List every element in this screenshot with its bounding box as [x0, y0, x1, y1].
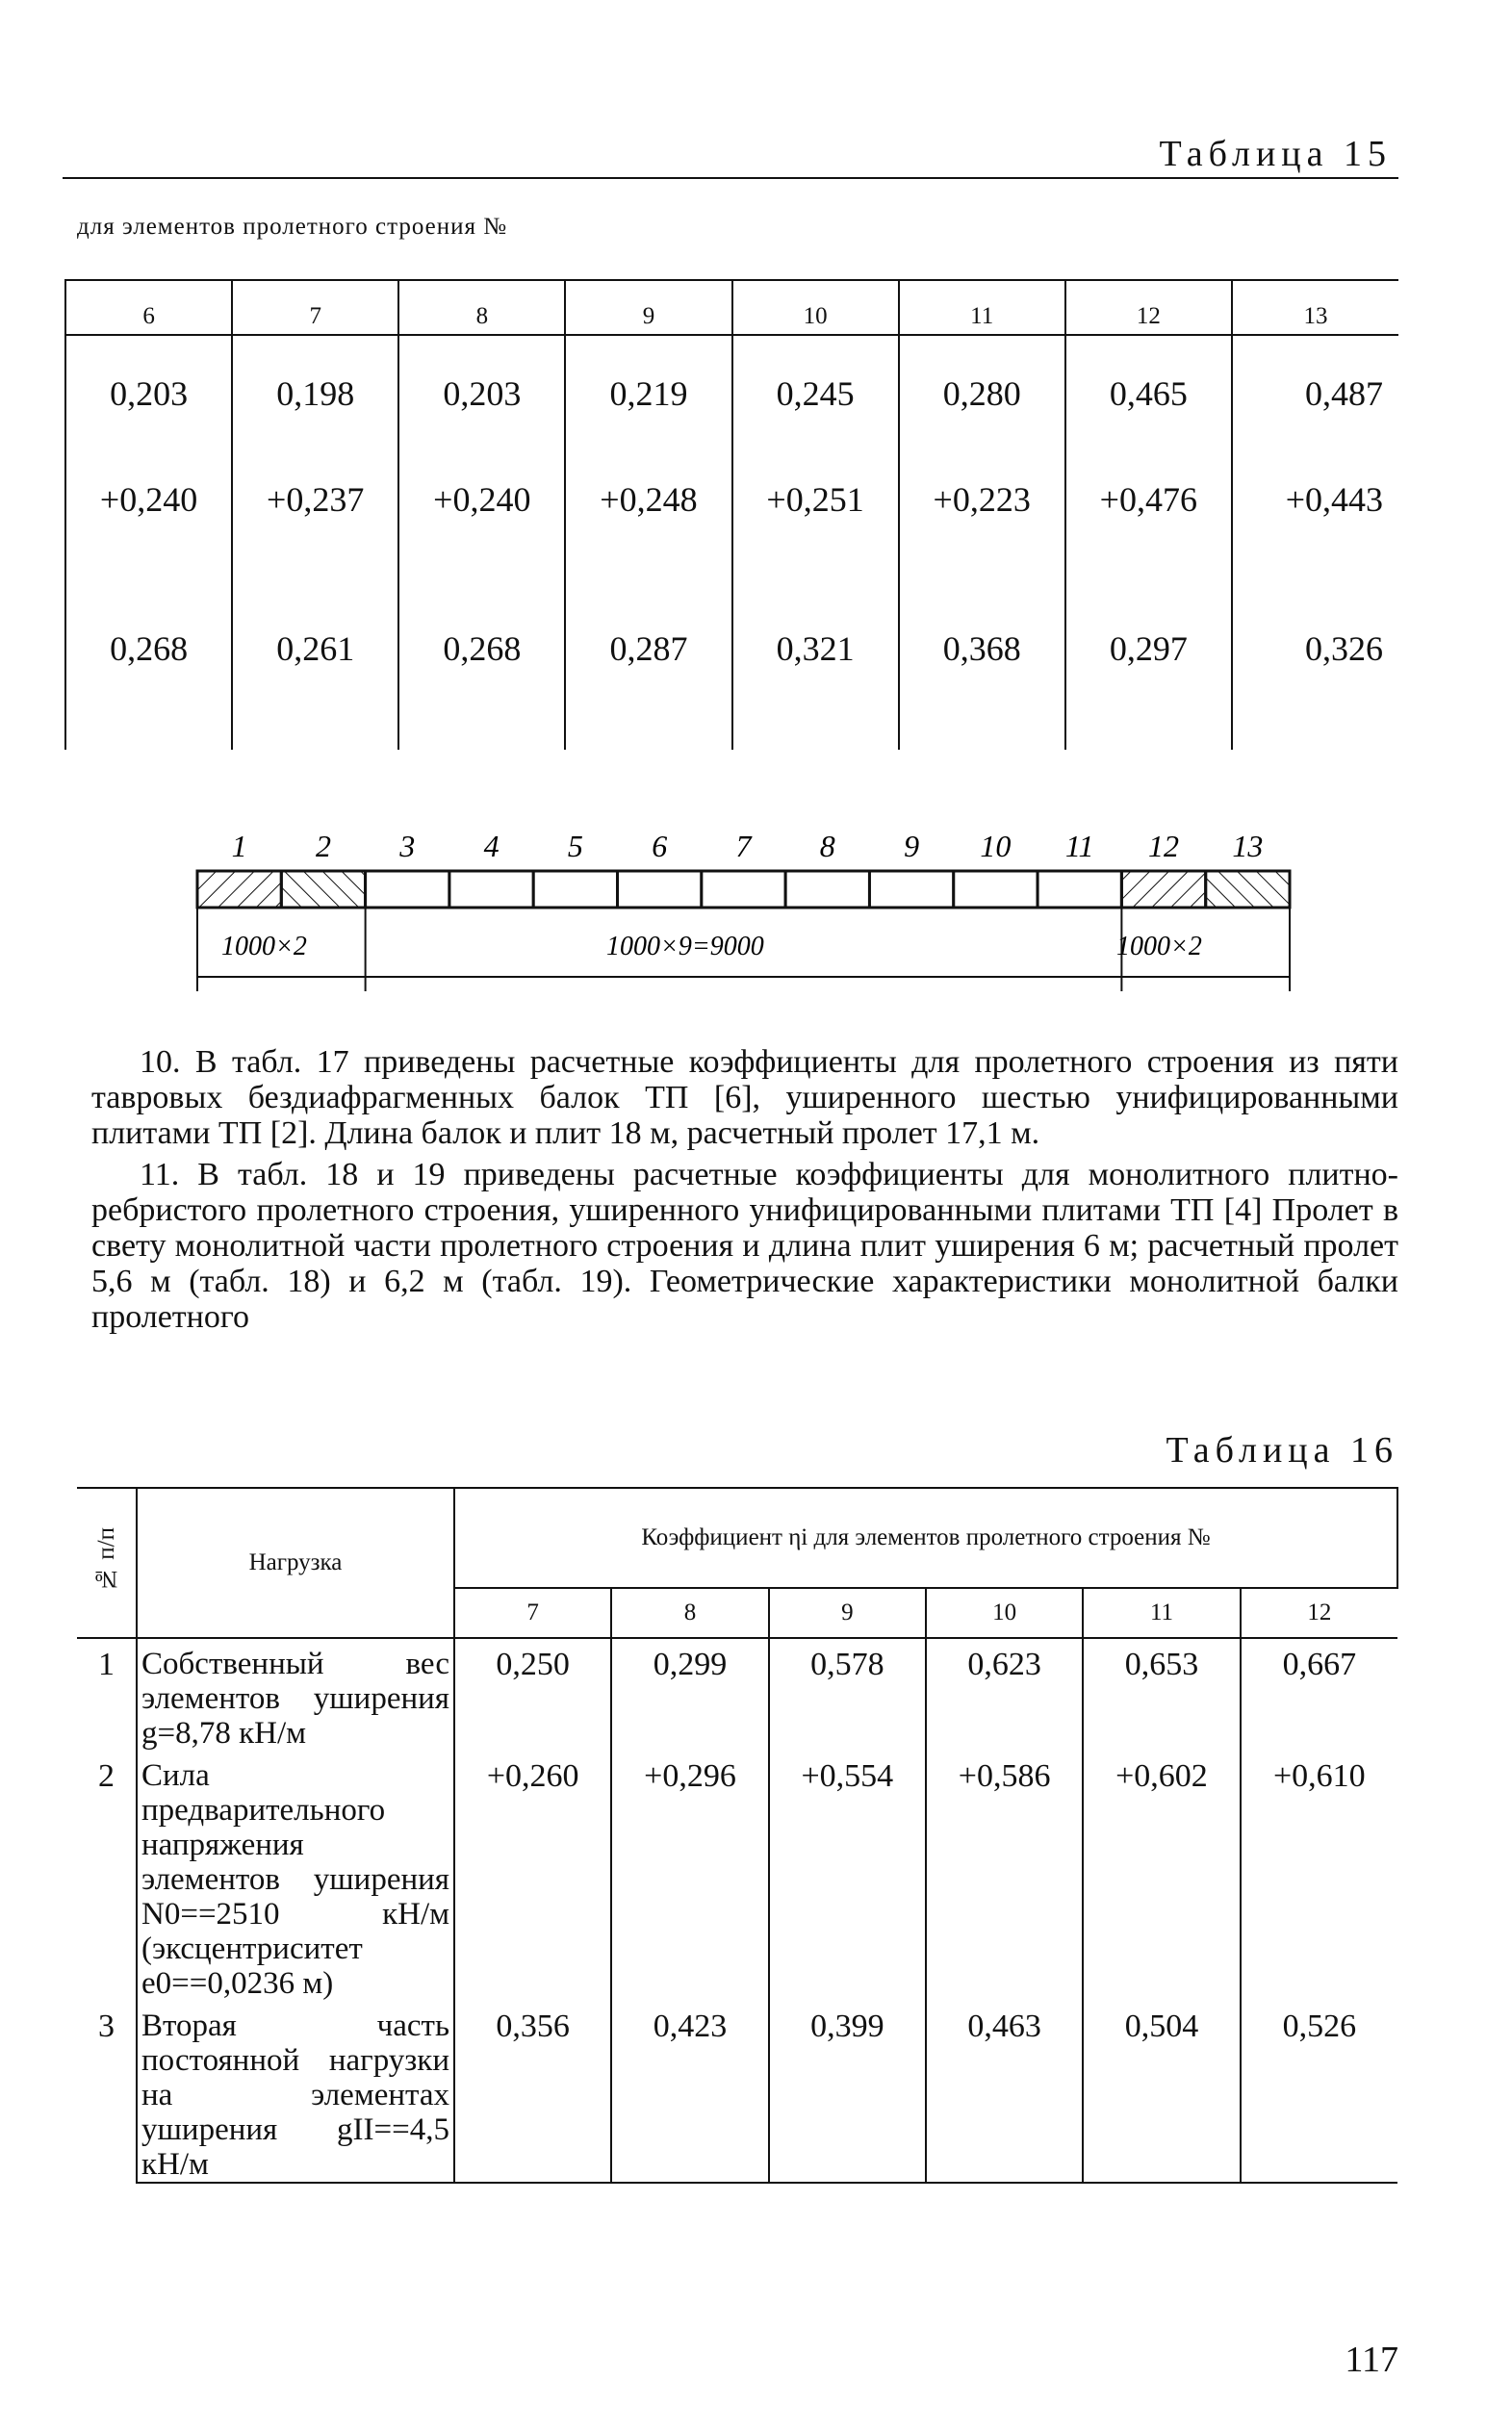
slab	[366, 871, 449, 908]
slab	[197, 871, 281, 908]
table-cell: 0,578	[769, 1638, 926, 1751]
table-cell: 0,667	[1241, 1638, 1397, 1751]
slab	[785, 871, 869, 908]
table-cell: +0,251	[732, 451, 899, 548]
slab-label: 9	[904, 829, 920, 863]
col-header: 7	[454, 1588, 611, 1638]
table-cell: +0,554	[769, 1751, 926, 2001]
slab-label: 2	[315, 829, 331, 863]
slab-labels	[232, 829, 1264, 863]
slab	[702, 871, 785, 908]
table-cell: 0,198	[232, 335, 398, 451]
load-cell: Вторая часть постоянной нагрузки на элементах уширения gII==4,5 кН/м	[137, 2001, 454, 2183]
table-cell: 0,356	[454, 2001, 611, 2183]
table-cell: +0,260	[454, 1751, 611, 2001]
slab-label: 11	[1064, 829, 1094, 863]
top-rule	[63, 177, 1398, 179]
col-header: 12	[1241, 1588, 1397, 1638]
col-header-num	[77, 1488, 137, 1638]
slab-label: 6	[652, 829, 668, 863]
col-header: 8	[398, 280, 565, 335]
table-cell: 0,463	[926, 2001, 1083, 2183]
table-cell: 0,423	[611, 2001, 768, 2183]
slab-label: 5	[567, 829, 583, 863]
table-cell: +0,610	[1241, 1751, 1397, 2001]
table-cell: 0,268	[65, 548, 232, 750]
paragraph-block	[91, 1044, 1398, 1335]
slab-label: 4	[483, 829, 500, 863]
slab	[869, 871, 953, 908]
col-header: 6	[65, 280, 232, 335]
table-cell: 0,623	[926, 1638, 1083, 1751]
row-num: 2	[98, 1758, 115, 1794]
col-header-coef: Коэффициент ηi для элементов пролетного строения №	[454, 1488, 1397, 1588]
table-cell: +0,443	[1232, 451, 1398, 548]
table-cell: 0,297	[1065, 548, 1232, 750]
dim-right-label: 1000×2	[1116, 932, 1202, 961]
table-cell: 0,399	[769, 2001, 926, 2183]
col-header: 10	[926, 1588, 1083, 1638]
table-cell: 0,653	[1083, 1638, 1240, 1751]
col-header: 12	[1065, 280, 1232, 335]
table-cell: 0,287	[565, 548, 731, 750]
slab	[618, 871, 702, 908]
table-cell: +0,240	[65, 451, 232, 548]
slab	[533, 871, 617, 908]
table-row	[77, 2001, 1397, 2183]
table-cell: +0,476	[1065, 451, 1232, 548]
table-cell: 0,504	[1083, 2001, 1240, 2183]
slab-label: 13	[1232, 829, 1264, 863]
table16	[77, 1487, 1398, 2184]
paragraph-10: 10. В табл. 17 приведены расчетные коэффициенты для пролетного строения из пяти тавровых бездиафрагменных балок ТП [6], уширенного шестью унифицированными плитами ТП [2]. Длина балок и плит 18 м, расчетный пролет 17,1 м.	[91, 1044, 1398, 1151]
slab	[449, 871, 533, 908]
table15-title: Таблица 15	[1159, 134, 1392, 174]
table-row	[65, 548, 1398, 750]
col-header: 8	[611, 1588, 768, 1638]
table16-title: Таблица 16	[1166, 1430, 1398, 1471]
col-header-load: Нагрузка	[137, 1488, 454, 1638]
slab	[954, 871, 1038, 908]
table-cell: 0,250	[454, 1638, 611, 1751]
slab-label: 7	[735, 829, 752, 863]
table-cell: 0,268	[398, 548, 565, 750]
table-cell: 0,280	[899, 335, 1065, 451]
slab-label: 1	[231, 829, 247, 863]
table-cell: +0,248	[565, 451, 731, 548]
table-cell: 0,245	[732, 335, 899, 451]
slab-label: 12	[1148, 829, 1180, 863]
table-cell: 0,219	[565, 335, 731, 451]
slab-label: 3	[399, 829, 416, 863]
table-row	[65, 335, 1398, 451]
table-cell: 0,261	[232, 548, 398, 750]
table-cell: +0,240	[398, 451, 565, 548]
slab-label: 8	[819, 829, 835, 863]
load-cell: Сила предварительного напряжения элементов уширения N0==2510 кН/м (эксцентриситет e0==0,0236 м)	[137, 1751, 454, 2001]
table-cell: +0,223	[899, 451, 1065, 548]
dim-left-label: 1000×2	[221, 932, 307, 961]
table-cell: 0,487	[1232, 335, 1398, 451]
table-row	[65, 451, 1398, 548]
table-cell: +0,296	[611, 1751, 768, 2001]
cross-section-diagram	[192, 818, 1299, 1011]
col-header: 13	[1232, 280, 1398, 335]
slab	[1206, 871, 1290, 908]
table15-subtitle: для элементов пролетного строения №	[77, 214, 508, 240]
header-num-label: № п/п	[92, 1527, 119, 1592]
table-cell: 0,526	[1241, 2001, 1397, 2183]
slab-label: 10	[980, 829, 1012, 863]
slab-row	[197, 871, 1290, 908]
row-num: 1	[98, 1647, 115, 1682]
table-cell: 0,465	[1065, 335, 1232, 451]
col-header: 9	[565, 280, 731, 335]
table-cell: +0,586	[926, 1751, 1083, 2001]
table15	[64, 279, 1398, 750]
table-cell: +0,237	[232, 451, 398, 548]
col-header: 11	[899, 280, 1065, 335]
table-cell: 0,321	[732, 548, 899, 750]
table-cell: 0,368	[899, 548, 1065, 750]
col-header: 10	[732, 280, 899, 335]
table15-header-row	[65, 280, 1398, 335]
col-header: 7	[232, 280, 398, 335]
table-cell: +0,602	[1083, 1751, 1240, 2001]
slab	[281, 871, 365, 908]
row-num: 3	[98, 2009, 115, 2044]
table-cell: 0,203	[398, 335, 565, 451]
col-header: 11	[1083, 1588, 1240, 1638]
slab	[1121, 871, 1205, 908]
page-number: 117	[1345, 2340, 1398, 2380]
col-header: 9	[769, 1588, 926, 1638]
table-cell: 0,299	[611, 1638, 768, 1751]
load-cell: Собственный вес элементов уширения g=8,78 кН/м	[137, 1638, 454, 1751]
table-cell: 0,203	[65, 335, 232, 451]
paragraph-11: 11. В табл. 18 и 19 приведены расчетные коэффициенты для монолитного плитно-ребристого пролетного строения, уширенного унифицированными плитами ТП [4] Пролет в свету монолитной части пролетного строения и длина плит уширения 6 м; расчетный пролет 5,6 м (табл. 18) и 6,2 м (табл. 19). Геометрические характеристики монолитной балки пролетного	[91, 1157, 1398, 1335]
dim-mid-label: 1000×9=9000	[606, 932, 764, 961]
table-cell: 0,326	[1232, 548, 1398, 750]
table-row	[77, 1638, 1397, 1751]
table-row	[77, 1751, 1397, 2001]
slab	[1038, 871, 1121, 908]
